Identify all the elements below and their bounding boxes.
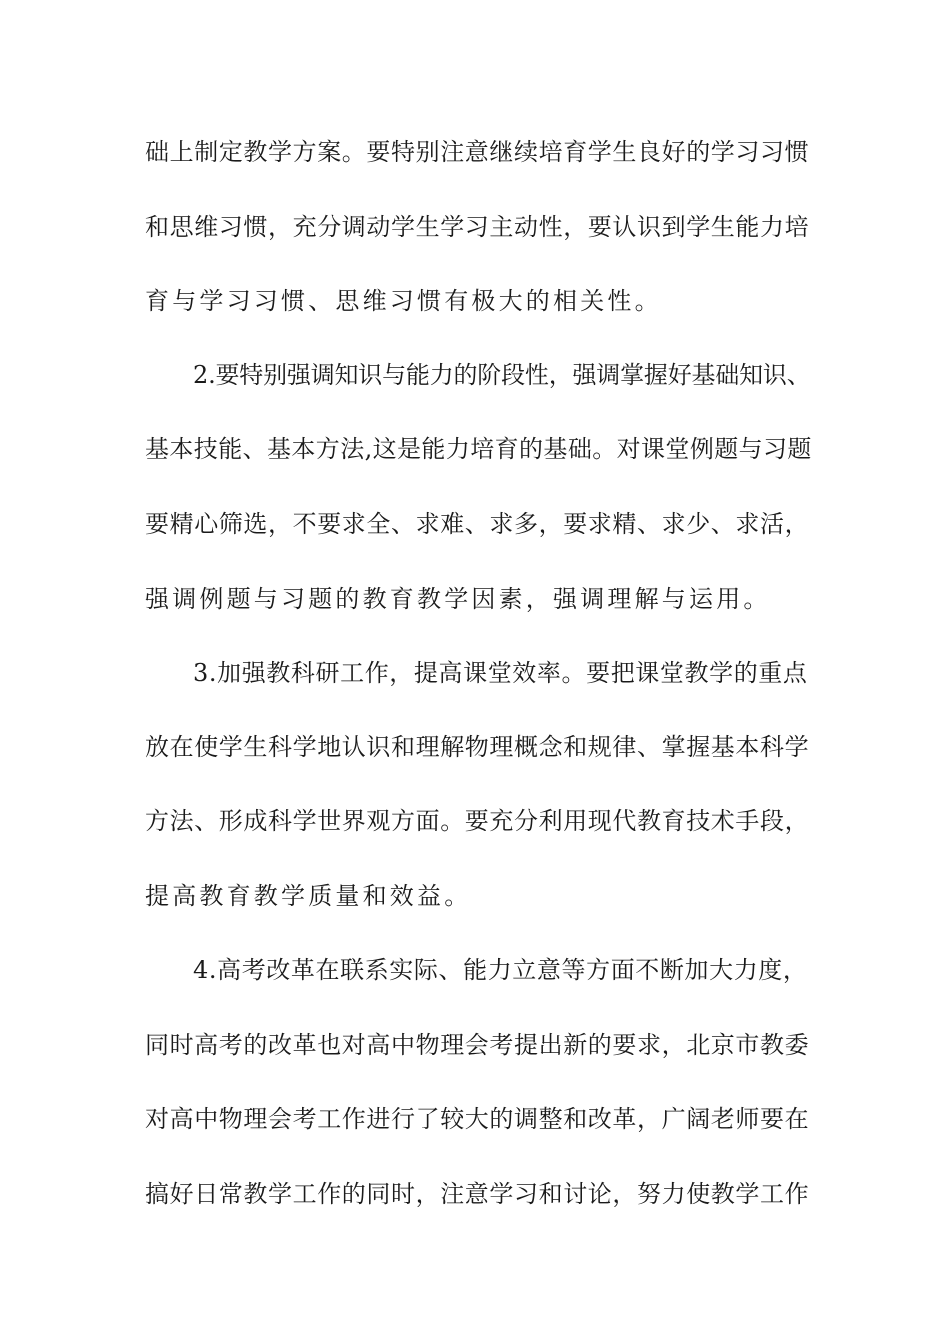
text-line: 同时高考的改革也对高中物理会考提出新的要求，北京市教委 bbox=[145, 1031, 810, 1059]
text-line: 要精心筛选，不要求全、求难、求多，要求精、求少、求活， bbox=[145, 510, 810, 538]
text-line: 础上制定教学方案。要特别注意继续培育学生良好的学习习惯 bbox=[145, 138, 810, 166]
paragraph-4-first-line: 4.高考改革在联系实际、能力立意等方面不断加大力度， bbox=[193, 956, 808, 984]
text-line: 和思维习惯，充分调动学生学习主动性，要认识到学生能力培 bbox=[145, 213, 810, 241]
paragraph-3-first-line: 3.加强教科研工作，提高课堂效率。要把课堂教学的重点 bbox=[193, 659, 808, 687]
text-line: 提高教育教学质量和效益。 bbox=[145, 882, 472, 910]
text-line: 对高中物理会考工作进行了较大的调整和改革，广阔老师要在 bbox=[145, 1105, 810, 1133]
text-line: 强调例题与习题的教育教学因素，强调理解与运用。 bbox=[145, 585, 771, 613]
text-line: 方法、形成科学世界观方面。要充分利用现代教育技术手段， bbox=[145, 807, 810, 835]
text-line: 放在使学生科学地认识和理解物理概念和规律、掌握基本科学 bbox=[145, 733, 810, 761]
text-line: 搞好日常教学工作的同时，注意学习和讨论，努力使教学工作 bbox=[145, 1180, 810, 1208]
text-line: 基本技能、基本方法,这是能力培育的基础。对课堂例题与习题 bbox=[145, 435, 812, 463]
text-line: 育与学习习惯、思维习惯有极大的相关性。 bbox=[145, 287, 662, 315]
paragraph-2-first-line: 2.要特别强调知识与能力的阶段性，强调掌握好基础知识、 bbox=[193, 361, 811, 389]
